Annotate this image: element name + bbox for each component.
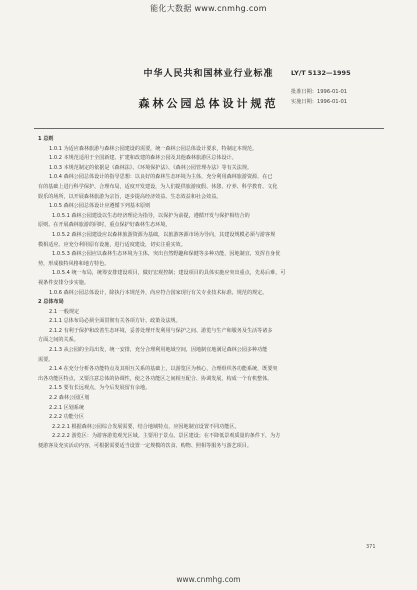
body-line: 娱乐的场所，以开展森林旅游为宗旨，逐步提高经济效益、生态效益和社会效益。 bbox=[38, 193, 222, 200]
body-line: 1.0.5.4 统一布局，统筹安排建设项目，做好宏观控制；建设项目的具体实施应突出重点，先易后难，可 bbox=[52, 270, 286, 277]
body-line: 2.2.2.1 根据森林公园综合发展需要，结合地域特点，应因地制宜设置不同功能区。 bbox=[52, 423, 240, 430]
body-line: 1.0.6 森林公园总体设计，除执行本规范外，尚应符合国家现行有关专业技术标准、规范的规定。 bbox=[49, 289, 268, 296]
body-line: 2.1.2 有利于保护和改善生态环境，妥善处理开发利用与保护之间、游览与生产和服务及生活等诸多 bbox=[49, 327, 273, 334]
body-line: 模相适应。应充分利用原有设施，进行适度建设，切实注重实效。 bbox=[38, 241, 186, 248]
industry-label: 中华人民共和国林业行业标准 bbox=[143, 69, 274, 79]
body-line: 1.0.4 森林公园总体设计的指导思想：以良好的森林生态环境为主体，充分利用森林旅游资源，在已 bbox=[49, 174, 273, 181]
issue-date: 批准日期：1996-01-01 bbox=[291, 89, 348, 95]
body-line: 2.1 一般规定 bbox=[49, 308, 80, 315]
body-line: 2.2.2 功能分区 bbox=[49, 414, 84, 421]
footer-url: www.cnmhg.com bbox=[176, 575, 241, 584]
body-line: 1.0.1 为适应森林旅游与森林公园建设的需要，统一森林公园总体设计要求，特制定本规范。 bbox=[49, 145, 258, 152]
body-line: 1.0.5.1 森林公园建设以生态经济理论为指导，以保护为前提，遵循开发与保护相结合的 bbox=[52, 212, 250, 219]
body-line: 方面之间的关系。 bbox=[38, 337, 79, 344]
body-line: 出各功能区特点，又要注意总体的协调性，使之各功能区之间相互配合、协调发展，构成一个有机整体。 bbox=[38, 375, 273, 382]
body-line: 1.0.2 本规范适用于全国新建、扩建和改建的森林公园及其他森林旅游区总体设计。 bbox=[49, 155, 237, 162]
body-line: 有的基础上进行科学保护、合理布局，适度开发建设，为人们提供旅游度假、休憩、疗养、科学教育、文化 bbox=[38, 183, 278, 190]
section-heading: 2 总体布局 bbox=[38, 299, 64, 306]
body-line: 1.0.5.3 森林公园应以森林生态环境为主体，突出自然野趣和保健等多种功能，因地制宜，发挥自身优 bbox=[52, 251, 281, 258]
body-line: 2.2.1 区划系统 bbox=[49, 404, 84, 411]
body-line: 2.1.3 从公园的全局出发，统一安排，充分合理利用地域空间，因地制宜地满足森林公园多种功能 bbox=[49, 347, 268, 354]
top-banner: 能化大数据 www.cnmhg.com bbox=[150, 4, 267, 13]
body-line: 2.1.5 要有长远观点，为今后发展留有余地。 bbox=[49, 385, 151, 392]
body-line: 1.0.3 本规范制定的依据是《森林法》、《环境保护法》、《森林公园管理办法》等有关法规。 bbox=[49, 164, 253, 171]
date-block bbox=[291, 88, 347, 107]
body-line: 2.1.1 总体布局必须全面贯彻有关各项方针、政策及法规。 bbox=[49, 318, 181, 325]
body-line: 2.2.2.2 游览区：为游客游览观光区域。主要用于景点、景区建设；在不降低景观质量的条件下，为方 bbox=[52, 433, 281, 440]
section-heading: 1 总则 bbox=[38, 136, 54, 142]
header-rule bbox=[34, 128, 384, 129]
body-line: 2.1.4 在充分分析各功能特点及其相互关系的基础上，以游览区为核心，合理组织各功能系统，既要突 bbox=[49, 366, 278, 373]
body-line: 势，形成独特风格和地方特色。 bbox=[38, 260, 110, 267]
body-line: 1.0.5 森林公园总体设计应遵循下列基本原则 bbox=[49, 203, 151, 210]
body-line: 原则。在开展森林旅游的同时，重点保护好森林生态环境。 bbox=[38, 222, 171, 229]
body-line: 2.2 森林公园区划 bbox=[49, 395, 90, 402]
page-number: 371 bbox=[366, 544, 376, 550]
body-line: 视条件安排分步实施。 bbox=[38, 279, 89, 286]
implementation-date: 实施日期：1996-01-01 bbox=[291, 98, 348, 105]
document-title: 森林公园总体设计规范 bbox=[138, 97, 279, 110]
document-body bbox=[38, 135, 383, 452]
body-line: 便游客及充实活动内容，可根据需要适当设置一定规模的饮食、购物、照相等服务与游艺项目。 bbox=[38, 443, 252, 449]
standard-code: LY/T 5132—1995 bbox=[291, 69, 351, 77]
body-line: 1.0.5.2 森林公园建设应以森林旅游资源为基础，以旅游客源市场为导向，其建设规模必须与游客规 bbox=[52, 231, 276, 238]
body-line: 需要。 bbox=[38, 356, 54, 363]
